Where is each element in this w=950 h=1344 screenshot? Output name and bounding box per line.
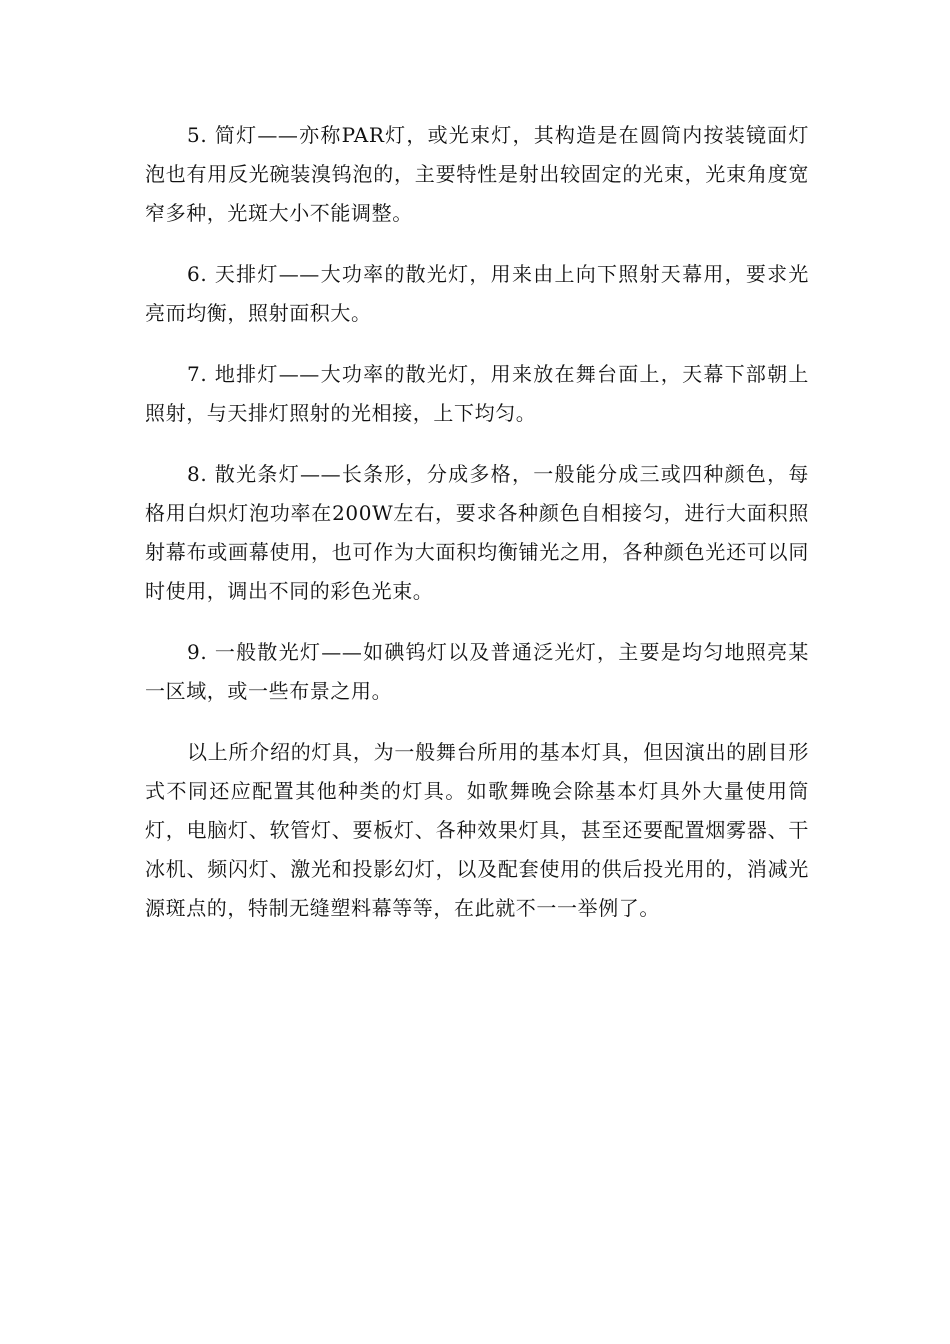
paragraph-item-6-sky-row-light: 6. 天排灯——大功率的散光灯，用来由上向下照射天幕用，要求光亮而均衡，照射面积大。 <box>145 262 809 325</box>
paragraph-item-7-ground-row-light: 7. 地排灯——大功率的散光灯，用来放在舞台面上，天幕下部朝上照射，与天排灯照射的光相接，上下均匀。 <box>145 362 809 425</box>
paragraph-item-9-flood-light: 9. 一般散光灯——如碘钨灯以及普通泛光灯，主要是均匀地照亮某一区域，或一些布景之用。 <box>145 640 809 703</box>
paragraph-item-5-tube-light: 5. 简灯——亦称PAR灯，或光束灯，其构造是在圆筒内按装镜面灯泡也有用反光碗装溴钨泡的，主要特性是射出较固定的光束，光束角度宽窄多种，光斑大小不能调整。 <box>145 123 809 225</box>
paragraph-summary: 以上所介绍的灯具，为一般舞台所用的基本灯具，但因演出的剧目形式不同还应配置其他种类的灯具。如歌舞晚会除基本灯具外大量使用筒灯，电脑灯、软管灯、要板灯、各种效果灯具，甚至还要配置烟雾器、干冰机、频闪灯、激光和投影幻灯，以及配套使用的供后投光用的，消减光源斑点的，特制无缝塑料幕等等，在此就不一一举例了。 <box>145 740 809 920</box>
document-body <box>145 116 809 928</box>
paragraph-item-8-strip-light: 8. 散光条灯——长条形，分成多格，一般能分成三或四种颜色，每格用白炽灯泡功率在200W左右，要求各种颜色自相接匀，进行大面积照射幕布或画幕使用，也可作为大面积均衡铺光之用，各种颜色光还可以同时使用，调出不同的彩色光束。 <box>145 462 809 603</box>
